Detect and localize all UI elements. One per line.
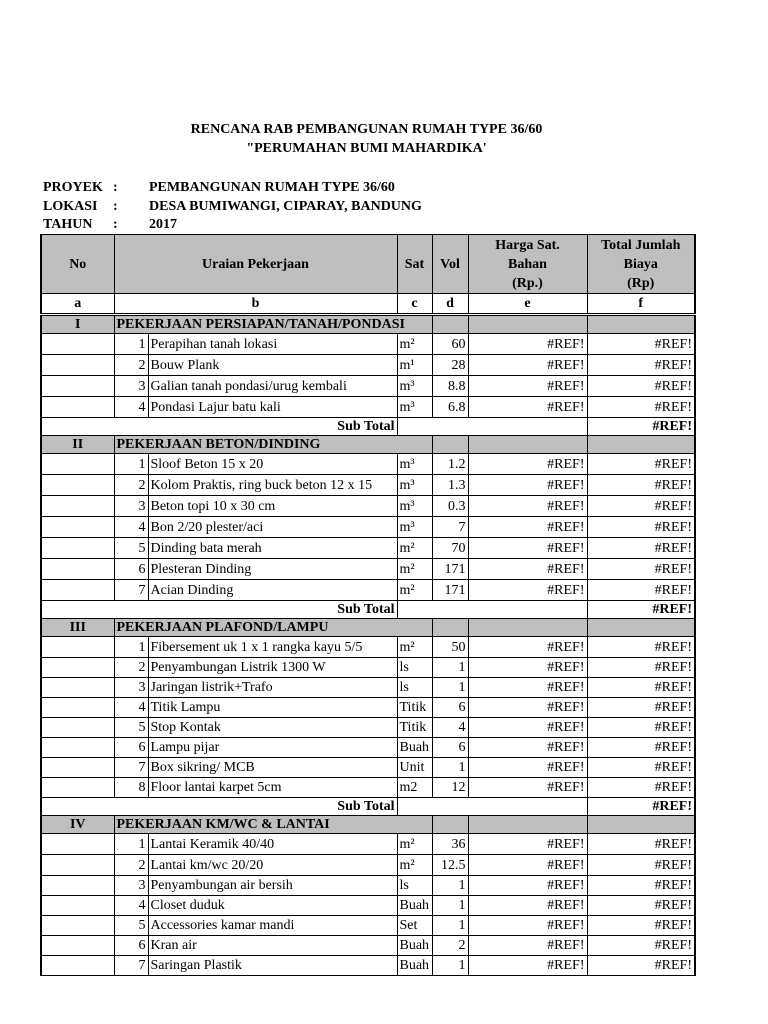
row-no-empty <box>41 496 114 517</box>
item-description: Kran air <box>148 936 397 956</box>
item-description: Box sikring/ MCB <box>148 758 397 778</box>
item-number: 5 <box>114 538 148 559</box>
item-number: 7 <box>114 758 148 778</box>
meta-value: DESA BUMIWANGI, CIPARAY, BANDUNG <box>149 199 422 214</box>
section-row <box>41 619 695 637</box>
subtotal-value: #REF! <box>587 418 695 436</box>
item-volume: 171 <box>432 559 468 580</box>
header-total-line: Total Jumlah <box>601 237 681 253</box>
table-row <box>41 936 695 956</box>
item-unit-price: #REF! <box>468 538 587 559</box>
item-volume: 50 <box>432 637 468 658</box>
item-unit-price: #REF! <box>468 936 587 956</box>
meta-value: PEMBANGUNAN RUMAH TYPE 36/60 <box>149 180 395 195</box>
letter-f: f <box>587 294 695 315</box>
item-unit: ls <box>397 678 432 698</box>
row-no-empty <box>41 778 114 798</box>
item-unit: m³ <box>397 496 432 517</box>
item-total: #REF! <box>587 718 695 738</box>
row-no-empty <box>41 698 114 718</box>
row-no-empty <box>41 956 114 976</box>
item-unit: ls <box>397 658 432 678</box>
table-row <box>41 834 695 855</box>
table-row <box>41 454 695 475</box>
rab-table <box>40 234 696 976</box>
empty-cell <box>468 816 587 834</box>
item-volume: 28 <box>432 355 468 376</box>
subtotal-value: #REF! <box>587 601 695 619</box>
row-no-empty <box>41 876 114 896</box>
row-no-empty <box>41 758 114 778</box>
meta-label: PROYEK <box>43 180 103 195</box>
row-no-empty <box>41 376 114 397</box>
subtotal-row <box>41 601 695 619</box>
row-no-empty <box>41 355 114 376</box>
header-total <box>587 235 695 294</box>
item-unit-price: #REF! <box>468 916 587 936</box>
table-row <box>41 538 695 559</box>
item-description: Perapihan tanah lokasi <box>148 334 397 355</box>
item-unit: m³ <box>397 376 432 397</box>
item-volume: 4 <box>432 718 468 738</box>
item-total: #REF! <box>587 475 695 496</box>
row-no-empty <box>41 559 114 580</box>
item-unit: m³ <box>397 397 432 418</box>
item-unit: Titik <box>397 718 432 738</box>
subtotal-label: Sub Total <box>41 798 397 816</box>
item-number: 5 <box>114 718 148 738</box>
meta-sep: : <box>113 217 118 232</box>
item-unit-price: #REF! <box>468 956 587 976</box>
item-total: #REF! <box>587 738 695 758</box>
item-volume: 1 <box>432 876 468 896</box>
item-description: Bouw Plank <box>148 355 397 376</box>
row-no-empty <box>41 936 114 956</box>
item-total: #REF! <box>587 454 695 475</box>
row-no-empty <box>41 678 114 698</box>
section-name: PEKERJAAN PLAFOND/LAMPU <box>114 619 432 637</box>
item-volume: 70 <box>432 538 468 559</box>
item-description: Floor lantai karpet 5cm <box>148 778 397 798</box>
row-no-empty <box>41 834 114 855</box>
item-description: Dinding bata merah <box>148 538 397 559</box>
item-number: 2 <box>114 475 148 496</box>
item-unit: Set <box>397 916 432 936</box>
section-number: III <box>41 619 114 637</box>
letter-e: e <box>468 294 587 315</box>
item-number: 6 <box>114 936 148 956</box>
item-description: Lantai Keramik 40/40 <box>148 834 397 855</box>
item-number: 6 <box>114 559 148 580</box>
item-volume: 6 <box>432 738 468 758</box>
item-total: #REF! <box>587 397 695 418</box>
header-total-line: Biaya <box>623 256 658 272</box>
table-row <box>41 517 695 538</box>
item-volume: 171 <box>432 580 468 601</box>
title-line-2: "PERUMAHAN BUMI MAHARDIKA' <box>246 141 487 156</box>
section-row <box>41 436 695 454</box>
item-description: Fibersement uk 1 x 1 rangka kayu 5/5 <box>148 637 397 658</box>
empty-cell <box>468 315 587 334</box>
item-description: Lantai km/wc 20/20 <box>148 855 397 876</box>
item-unit-price: #REF! <box>468 637 587 658</box>
item-unit-price: #REF! <box>468 658 587 678</box>
item-unit: m2 <box>397 778 432 798</box>
item-description: Acian Dinding <box>148 580 397 601</box>
row-no-empty <box>41 658 114 678</box>
item-volume: 6.8 <box>432 397 468 418</box>
item-description: Penyambungan air bersih <box>148 876 397 896</box>
table-row <box>41 718 695 738</box>
header-vol: Vol <box>432 235 468 294</box>
item-volume: 1 <box>432 896 468 916</box>
table-row <box>41 397 695 418</box>
table-row <box>41 855 695 876</box>
table-row <box>41 355 695 376</box>
title-line-1: RENCANA RAB PEMBANGUNAN RUMAH TYPE 36/60 <box>190 122 543 137</box>
item-total: #REF! <box>587 678 695 698</box>
empty-cell <box>432 816 468 834</box>
empty-cell <box>432 436 468 454</box>
table-row <box>41 376 695 397</box>
item-volume: 1.2 <box>432 454 468 475</box>
letter-a: a <box>41 294 114 315</box>
item-unit-price: #REF! <box>468 355 587 376</box>
item-unit-price: #REF! <box>468 517 587 538</box>
item-volume: 6 <box>432 698 468 718</box>
table-row <box>41 334 695 355</box>
meta-sep: : <box>113 199 118 214</box>
item-total: #REF! <box>587 637 695 658</box>
item-number: 8 <box>114 778 148 798</box>
item-description: Penyambungan Listrik 1300 W <box>148 658 397 678</box>
item-unit: Buah <box>397 896 432 916</box>
item-unit-price: #REF! <box>468 876 587 896</box>
item-unit: Buah <box>397 936 432 956</box>
row-no-empty <box>41 718 114 738</box>
table-row <box>41 758 695 778</box>
item-number: 1 <box>114 637 148 658</box>
item-unit: Buah <box>397 956 432 976</box>
item-number: 5 <box>114 916 148 936</box>
item-volume: 8.8 <box>432 376 468 397</box>
item-description: Sloof Beton 15 x 20 <box>148 454 397 475</box>
item-description: Stop Kontak <box>148 718 397 738</box>
item-unit-price: #REF! <box>468 496 587 517</box>
item-volume: 1 <box>432 678 468 698</box>
header-harga <box>468 235 587 294</box>
item-unit-price: #REF! <box>468 678 587 698</box>
subtotal-label: Sub Total <box>41 601 397 619</box>
item-description: Beton topi 10 x 30 cm <box>148 496 397 517</box>
table-body <box>41 315 695 976</box>
item-unit-price: #REF! <box>468 896 587 916</box>
item-unit-price: #REF! <box>468 738 587 758</box>
item-total: #REF! <box>587 855 695 876</box>
item-volume: 12 <box>432 778 468 798</box>
item-unit: m³ <box>397 517 432 538</box>
table-row <box>41 496 695 517</box>
item-description: Accessories kamar mandi <box>148 916 397 936</box>
item-total: #REF! <box>587 580 695 601</box>
item-volume: 7 <box>432 517 468 538</box>
item-unit: ls <box>397 876 432 896</box>
table-row <box>41 658 695 678</box>
letter-b: b <box>114 294 397 315</box>
header-harga-line: Harga Sat. <box>495 237 560 253</box>
item-total: #REF! <box>587 496 695 517</box>
item-description: Bon 2/20 plester/aci <box>148 517 397 538</box>
item-unit-price: #REF! <box>468 334 587 355</box>
item-description: Titik Lampu <box>148 698 397 718</box>
empty-cell <box>397 418 587 436</box>
item-number: 3 <box>114 376 148 397</box>
item-description: Pondasi Lajur batu kali <box>148 397 397 418</box>
item-unit-price: #REF! <box>468 580 587 601</box>
item-unit-price: #REF! <box>468 397 587 418</box>
item-unit: m¹ <box>397 355 432 376</box>
item-volume: 12.5 <box>432 855 468 876</box>
section-row <box>41 816 695 834</box>
item-volume: 1.3 <box>432 475 468 496</box>
table-row <box>41 637 695 658</box>
item-total: #REF! <box>587 538 695 559</box>
item-unit: m² <box>397 334 432 355</box>
item-volume: 1 <box>432 916 468 936</box>
empty-cell <box>587 436 695 454</box>
item-volume: 1 <box>432 658 468 678</box>
row-no-empty <box>41 454 114 475</box>
empty-cell <box>432 315 468 334</box>
empty-cell <box>468 436 587 454</box>
item-description: Closet duduk <box>148 896 397 916</box>
row-no-empty <box>41 334 114 355</box>
item-volume: 60 <box>432 334 468 355</box>
item-unit: m² <box>397 580 432 601</box>
item-unit-price: #REF! <box>468 376 587 397</box>
empty-cell <box>587 315 695 334</box>
item-unit-price: #REF! <box>468 698 587 718</box>
item-number: 3 <box>114 496 148 517</box>
letter-c: c <box>397 294 432 315</box>
table-row <box>41 956 695 976</box>
item-number: 4 <box>114 698 148 718</box>
meta-sep: : <box>113 180 118 195</box>
item-unit-price: #REF! <box>468 718 587 738</box>
item-description: Lampu pijar <box>148 738 397 758</box>
empty-cell <box>432 619 468 637</box>
item-unit: Titik <box>397 698 432 718</box>
meta-proyek <box>43 178 395 197</box>
item-total: #REF! <box>587 658 695 678</box>
item-unit: m³ <box>397 475 432 496</box>
meta-label: TAHUN <box>43 217 93 232</box>
item-total: #REF! <box>587 698 695 718</box>
empty-cell <box>587 619 695 637</box>
table-row <box>41 738 695 758</box>
item-number: 4 <box>114 896 148 916</box>
item-number: 2 <box>114 355 148 376</box>
item-description: Saringan Plastik <box>148 956 397 976</box>
item-description: Jaringan listrik+Trafo <box>148 678 397 698</box>
row-no-empty <box>41 580 114 601</box>
row-no-empty <box>41 738 114 758</box>
item-number: 7 <box>114 956 148 976</box>
item-unit-price: #REF! <box>468 559 587 580</box>
item-number: 4 <box>114 397 148 418</box>
item-total: #REF! <box>587 376 695 397</box>
table-row <box>41 916 695 936</box>
table-row <box>41 698 695 718</box>
section-row <box>41 315 695 334</box>
item-unit-price: #REF! <box>468 778 587 798</box>
subtotal-value: #REF! <box>587 798 695 816</box>
section-number: I <box>41 315 114 334</box>
item-total: #REF! <box>587 956 695 976</box>
item-number: 1 <box>114 834 148 855</box>
item-total: #REF! <box>587 758 695 778</box>
item-volume: 1 <box>432 956 468 976</box>
item-unit: Unit <box>397 758 432 778</box>
item-number: 4 <box>114 517 148 538</box>
empty-cell <box>397 601 587 619</box>
item-unit-price: #REF! <box>468 475 587 496</box>
row-no-empty <box>41 896 114 916</box>
subtotal-row <box>41 798 695 816</box>
table-row <box>41 876 695 896</box>
empty-cell <box>468 619 587 637</box>
section-name: PEKERJAAN KM/WC & LANTAI <box>114 816 432 834</box>
item-unit-price: #REF! <box>468 834 587 855</box>
table-row <box>41 475 695 496</box>
item-number: 2 <box>114 658 148 678</box>
item-number: 2 <box>114 855 148 876</box>
table-row <box>41 559 695 580</box>
item-description: Kolom Praktis, ring buck beton 12 x 15 <box>148 475 397 496</box>
item-total: #REF! <box>587 896 695 916</box>
empty-cell <box>587 816 695 834</box>
row-no-empty <box>41 855 114 876</box>
table-row <box>41 580 695 601</box>
item-total: #REF! <box>587 936 695 956</box>
item-volume: 0.3 <box>432 496 468 517</box>
item-total: #REF! <box>587 559 695 580</box>
meta-label: LOKASI <box>43 199 98 214</box>
item-total: #REF! <box>587 334 695 355</box>
item-unit: m² <box>397 855 432 876</box>
section-name: PEKERJAAN PERSIAPAN/TANAH/PONDASI <box>114 315 432 334</box>
item-unit-price: #REF! <box>468 855 587 876</box>
item-total: #REF! <box>587 834 695 855</box>
section-number: IV <box>41 816 114 834</box>
item-volume: 2 <box>432 936 468 956</box>
letter-d: d <box>432 294 468 315</box>
table-header <box>41 235 695 315</box>
item-volume: 36 <box>432 834 468 855</box>
section-number: II <box>41 436 114 454</box>
item-unit: m² <box>397 637 432 658</box>
item-unit: m³ <box>397 454 432 475</box>
row-no-empty <box>41 538 114 559</box>
item-number: 3 <box>114 876 148 896</box>
table-row <box>41 678 695 698</box>
meta-value: 2017 <box>149 217 177 232</box>
header-harga-line: (Rp.) <box>512 275 543 291</box>
item-number: 7 <box>114 580 148 601</box>
item-number: 6 <box>114 738 148 758</box>
row-no-empty <box>41 475 114 496</box>
row-no-empty <box>41 637 114 658</box>
row-no-empty <box>41 916 114 936</box>
meta-lokasi <box>43 197 422 216</box>
meta-tahun <box>43 215 177 234</box>
row-no-empty <box>41 397 114 418</box>
item-total: #REF! <box>587 916 695 936</box>
header-total-line: (Rp) <box>627 275 655 291</box>
item-unit: Buah <box>397 738 432 758</box>
empty-cell <box>397 798 587 816</box>
item-unit: m² <box>397 559 432 580</box>
item-unit-price: #REF! <box>468 454 587 475</box>
item-unit: m² <box>397 834 432 855</box>
row-no-empty <box>41 517 114 538</box>
subtotal-label: Sub Total <box>41 418 397 436</box>
item-description: Plesteran Dinding <box>148 559 397 580</box>
header-harga-line: Bahan <box>508 256 547 272</box>
item-number: 3 <box>114 678 148 698</box>
table-row <box>41 778 695 798</box>
item-number: 1 <box>114 454 148 475</box>
item-volume: 1 <box>432 758 468 778</box>
item-unit: m² <box>397 538 432 559</box>
item-number: 1 <box>114 334 148 355</box>
item-total: #REF! <box>587 778 695 798</box>
subtotal-row <box>41 418 695 436</box>
item-total: #REF! <box>587 355 695 376</box>
section-name: PEKERJAAN BETON/DINDING <box>114 436 432 454</box>
item-description: Galian tanah pondasi/urug kembali <box>148 376 397 397</box>
header-sat: Sat <box>397 235 432 294</box>
header-uraian: Uraian Pekerjaan <box>114 235 397 294</box>
header-no: No <box>41 235 114 294</box>
table-row <box>41 896 695 916</box>
item-total: #REF! <box>587 876 695 896</box>
item-total: #REF! <box>587 517 695 538</box>
item-unit-price: #REF! <box>468 758 587 778</box>
